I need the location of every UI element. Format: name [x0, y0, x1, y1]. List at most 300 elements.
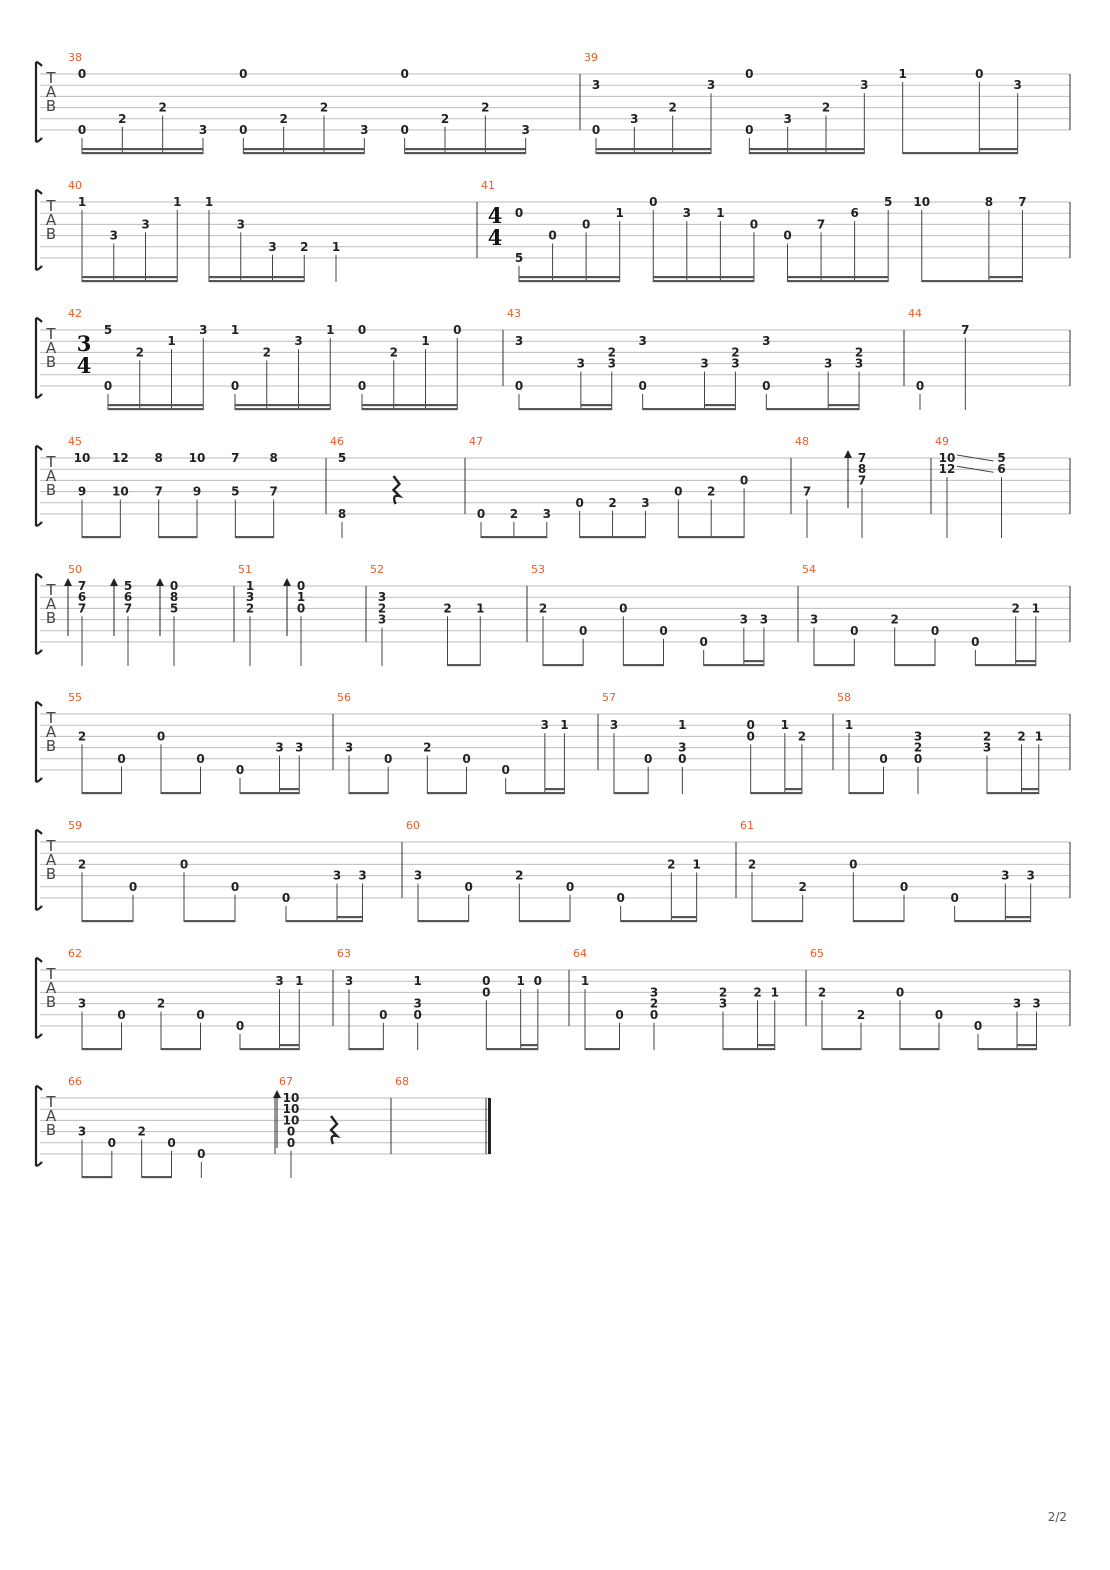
- fret-number: 6: [997, 462, 1006, 477]
- tab-clef-letter: B: [45, 737, 57, 755]
- fret-number: 1: [326, 323, 335, 337]
- beam: [286, 920, 363, 922]
- tab-clef-letter: A: [45, 339, 57, 357]
- tab-clef-letter: A: [45, 83, 57, 101]
- beam-secondary: [485, 148, 525, 150]
- fret-number: 1: [204, 195, 214, 209]
- fret-number: 2: [1017, 729, 1026, 744]
- measure-number: 54: [802, 563, 816, 576]
- fret-number: 5: [514, 251, 524, 265]
- fret-number: 5: [103, 323, 113, 337]
- beam-secondary: [1022, 788, 1039, 790]
- beam-secondary: [122, 148, 162, 150]
- fret-number: 0: [578, 623, 588, 638]
- measure-number: 43: [507, 307, 521, 320]
- fret-number: 1: [516, 974, 525, 989]
- beam: [82, 1048, 122, 1050]
- beam-secondary: [788, 276, 822, 278]
- fret-number: 1: [692, 857, 701, 872]
- fret-number: 3: [514, 334, 524, 349]
- tab-clef-letter: T: [46, 965, 56, 983]
- tab-clef-letter: B: [45, 609, 57, 627]
- tab-clef-letter: B: [45, 97, 57, 115]
- fret-number: 3: [1032, 996, 1041, 1011]
- tab-clef-letter: T: [46, 69, 56, 87]
- fret-number: 0: [286, 1135, 296, 1150]
- fret-number: 5: [123, 579, 133, 593]
- fret-number: 2: [118, 111, 127, 126]
- fret-number: 0: [913, 751, 923, 766]
- fret-number: 3: [706, 78, 716, 93]
- fret-number: 1: [844, 718, 854, 733]
- tab-clef-letter: A: [45, 467, 57, 485]
- fret-number: 0: [746, 729, 755, 744]
- fret-number: 3: [739, 612, 749, 627]
- fret-number: 3: [1012, 996, 1022, 1011]
- fret-number: 2: [649, 996, 659, 1011]
- fret-number: 1: [560, 718, 569, 733]
- fret-number: 0: [975, 67, 984, 81]
- beam: [418, 920, 469, 922]
- fret-number: 0: [762, 379, 771, 393]
- beam: [788, 280, 889, 282]
- beam: [82, 920, 133, 922]
- beam: [82, 536, 120, 538]
- fret-number: 0: [128, 879, 138, 894]
- beam-secondary: [362, 404, 394, 406]
- fret-number: 3: [245, 590, 255, 605]
- fret-number: 0: [619, 601, 628, 616]
- fret-number: 0: [950, 891, 959, 905]
- fret-number: 3: [913, 729, 923, 744]
- beam-secondary: [687, 276, 721, 278]
- fret-number: 12: [938, 462, 956, 477]
- beam: [159, 536, 197, 538]
- beam: [82, 1176, 112, 1178]
- fret-number: 3: [413, 996, 422, 1011]
- beam: [235, 408, 330, 410]
- measure-number: 52: [370, 563, 384, 576]
- beam: [749, 152, 864, 154]
- tab-clef-letter: B: [45, 1121, 57, 1139]
- fret-number: 0: [357, 323, 367, 337]
- beam-secondary: [163, 148, 203, 150]
- beam-secondary: [146, 276, 178, 278]
- fret-number: 7: [802, 484, 812, 499]
- beam: [955, 920, 1031, 922]
- fret-number: 8: [169, 590, 179, 605]
- fret-number: 3: [377, 590, 387, 605]
- fret-number: 0: [971, 635, 980, 649]
- beam-secondary: [445, 148, 485, 150]
- fret-number: 2: [245, 601, 255, 616]
- fret-number: 3: [521, 123, 530, 137]
- beam: [678, 536, 744, 538]
- fret-number: 2: [1011, 601, 1020, 616]
- fret-number: 2: [377, 601, 387, 616]
- beam-secondary: [705, 404, 736, 406]
- beam-secondary: [337, 916, 363, 918]
- fret-number: 8: [337, 507, 347, 521]
- time-signature-bottom: 4: [487, 225, 503, 250]
- beam: [580, 536, 646, 538]
- fret-number: 2: [608, 495, 617, 510]
- fret-number: 2: [856, 1007, 866, 1022]
- beam-secondary: [821, 276, 855, 278]
- fret-number: 2: [798, 879, 807, 894]
- fret-number: 2: [797, 729, 807, 744]
- fret-number: 2: [481, 100, 490, 115]
- tab-clef-letter: B: [45, 993, 57, 1011]
- beam: [614, 792, 648, 794]
- fret-number: 0: [453, 323, 462, 337]
- fret-number: 0: [464, 879, 473, 894]
- fret-number: 0: [196, 1007, 205, 1022]
- fret-number: 1: [770, 985, 779, 1000]
- beam-secondary: [243, 148, 283, 150]
- beam-secondary: [426, 404, 458, 406]
- fret-number: 0: [77, 67, 87, 81]
- measure-number: 49: [935, 435, 949, 448]
- beam-secondary: [749, 148, 787, 150]
- fret-number: 2: [753, 985, 762, 1000]
- beam-secondary: [267, 404, 299, 406]
- measure-number: 62: [68, 947, 82, 960]
- fret-number: 0: [413, 1007, 422, 1022]
- fret-number: 3: [700, 356, 709, 371]
- fret-number: 2: [731, 345, 740, 360]
- beam: [362, 408, 457, 410]
- beam: [822, 1048, 861, 1050]
- fret-number: 8: [269, 451, 278, 465]
- beam-secondary: [545, 788, 565, 790]
- beam-secondary: [744, 660, 764, 662]
- fret-number: 3: [377, 612, 387, 627]
- fret-number: 1: [421, 334, 430, 349]
- fret-number: 3: [607, 356, 616, 371]
- measure-number: 56: [337, 691, 351, 704]
- beam: [82, 152, 203, 154]
- beam-secondary: [828, 404, 859, 406]
- beam-secondary: [1017, 1044, 1037, 1046]
- beam: [653, 280, 754, 282]
- fret-number: 0: [638, 379, 647, 393]
- fret-number: 5: [169, 601, 179, 616]
- beam-secondary: [758, 1044, 775, 1046]
- fret-number: 10: [282, 1113, 300, 1128]
- beam: [900, 1048, 939, 1050]
- beam-secondary: [553, 276, 587, 278]
- fret-number: 10: [282, 1091, 300, 1105]
- fret-number: 0: [286, 1124, 296, 1139]
- fret-number: 0: [77, 123, 87, 137]
- beam: [621, 920, 697, 922]
- fret-number: 1: [476, 601, 485, 616]
- fret-number: 3: [413, 868, 423, 883]
- measure-number: 65: [810, 947, 824, 960]
- fret-number: 0: [849, 857, 858, 872]
- beam: [161, 1048, 201, 1050]
- tab-clef-letter: A: [45, 211, 57, 229]
- measure-number: 39: [584, 51, 598, 64]
- measure-number: 67: [279, 1075, 293, 1088]
- fret-number: 3: [268, 239, 277, 254]
- fret-number: 3: [762, 334, 771, 349]
- fret-number: 1: [780, 718, 790, 733]
- fret-number: 6: [77, 590, 87, 605]
- beam: [243, 152, 364, 154]
- tab-clef-letter: T: [46, 581, 56, 599]
- fret-number: 2: [77, 729, 87, 744]
- beam: [543, 664, 583, 666]
- beam-secondary: [521, 1044, 538, 1046]
- fret-number: 3: [630, 111, 639, 126]
- fret-number: 0: [107, 1135, 117, 1150]
- fret-number: 0: [659, 623, 668, 638]
- fret-number: 1: [898, 67, 907, 81]
- beam-secondary: [324, 148, 364, 150]
- beam-secondary: [653, 276, 687, 278]
- fret-number: 3: [860, 78, 869, 93]
- fret-number: 3: [649, 985, 659, 1000]
- tab-clef-letter: T: [46, 837, 56, 855]
- beam-secondary: [209, 276, 241, 278]
- fret-number: 2: [137, 1124, 146, 1139]
- fret-number: 7: [231, 451, 240, 465]
- fret-number: 0: [749, 217, 759, 232]
- fret-number: 0: [239, 123, 248, 137]
- beam: [448, 664, 481, 666]
- fret-number: 3: [1026, 868, 1035, 883]
- tab-clef-letter: B: [45, 865, 57, 883]
- tab-clef-letter: T: [46, 453, 56, 471]
- beam-secondary: [108, 404, 140, 406]
- fret-number: 0: [895, 985, 905, 1000]
- beam: [849, 792, 884, 794]
- measure-number: 46: [330, 435, 344, 448]
- fret-number: 2: [319, 100, 329, 115]
- fret-number: 0: [476, 507, 486, 521]
- fret-number: 0: [674, 484, 683, 499]
- measure-number: 58: [837, 691, 851, 704]
- fret-number: 0: [879, 751, 888, 766]
- time-signature-bottom: 4: [76, 353, 92, 378]
- beam: [922, 280, 1023, 282]
- beam-secondary: [284, 148, 324, 150]
- beam: [519, 920, 570, 922]
- fret-number: 1: [1034, 729, 1043, 744]
- fret-number: 2: [443, 601, 452, 616]
- beam: [235, 536, 273, 538]
- fret-number: 5: [997, 451, 1006, 465]
- fret-number: 0: [533, 974, 543, 989]
- beam-secondary: [1016, 660, 1036, 662]
- beam: [161, 792, 201, 794]
- beam-secondary: [586, 276, 620, 278]
- fret-number: 3: [591, 78, 601, 93]
- beam-secondary: [989, 276, 1023, 278]
- beam-secondary: [1005, 916, 1030, 918]
- measure-number: 66: [68, 1075, 82, 1088]
- fret-number: 2: [509, 507, 519, 521]
- fret-number: 1: [1031, 601, 1041, 616]
- fret-number: 3: [295, 740, 304, 755]
- fret-number: 10: [73, 451, 91, 465]
- fret-number: 0: [745, 67, 754, 81]
- beam-secondary: [172, 404, 204, 406]
- fret-number: 7: [154, 484, 163, 499]
- fret-number: 9: [77, 484, 87, 499]
- beam: [349, 1048, 383, 1050]
- fret-number: 1: [615, 206, 624, 221]
- beam: [585, 1048, 620, 1050]
- measure-number: 50: [68, 563, 82, 576]
- fret-number: 2: [156, 996, 166, 1011]
- tab-clef-letter: B: [45, 225, 57, 243]
- beam: [903, 152, 1018, 154]
- beam-secondary: [855, 276, 889, 278]
- fret-number: 0: [934, 1007, 944, 1022]
- fret-number: 3: [344, 740, 354, 755]
- fret-number: 2: [854, 345, 864, 360]
- measure-number: 51: [238, 563, 252, 576]
- fret-number: 1: [295, 974, 304, 989]
- fret-number: 3: [638, 334, 647, 349]
- measure-number: 44: [908, 307, 922, 320]
- fret-number: 10: [111, 484, 129, 499]
- beam-secondary: [241, 276, 273, 278]
- tab-clef-letter: T: [46, 1093, 56, 1111]
- fret-number: 3: [77, 1124, 87, 1139]
- fret-number: 3: [360, 123, 369, 137]
- fret-number: 12: [111, 451, 129, 465]
- beam-secondary: [280, 1044, 300, 1046]
- fret-number: 7: [857, 473, 867, 488]
- beam-secondary: [82, 148, 122, 150]
- fret-number: 0: [649, 1007, 659, 1022]
- fret-number: 2: [707, 484, 716, 499]
- fret-number: 9: [192, 484, 202, 499]
- fret-number: 0: [739, 473, 749, 488]
- fret-number: 0: [973, 1019, 983, 1033]
- beam-secondary: [788, 148, 826, 150]
- fret-number: 3: [1001, 868, 1010, 883]
- fret-number: 2: [135, 345, 144, 360]
- fret-number: 0: [296, 579, 306, 593]
- fret-number: 0: [400, 123, 409, 137]
- fret-number: 0: [899, 879, 909, 894]
- fret-number: 0: [615, 1007, 624, 1022]
- fret-number: 3: [199, 323, 208, 337]
- fret-number: 3: [854, 356, 864, 371]
- beam: [814, 664, 854, 666]
- beam: [209, 280, 304, 282]
- measure-number: 38: [68, 51, 82, 64]
- fret-number: 3: [294, 334, 303, 349]
- tab-clef-letter: A: [45, 595, 57, 613]
- fret-number: 0: [196, 751, 205, 766]
- fret-number: 7: [77, 579, 87, 593]
- fret-number: 3: [198, 123, 208, 137]
- beam: [766, 408, 859, 410]
- beam-secondary: [671, 916, 696, 918]
- fret-number: 0: [591, 123, 601, 137]
- fret-number: 0: [383, 751, 393, 766]
- tab-clef-letter: T: [46, 709, 56, 727]
- fret-number: 3: [275, 740, 284, 755]
- fret-number: 2: [77, 857, 87, 872]
- beam: [405, 152, 526, 154]
- measure-number: 40: [68, 179, 82, 192]
- beam-secondary: [299, 404, 331, 406]
- fret-number: 10: [913, 195, 931, 209]
- fret-number: 0: [514, 379, 524, 393]
- fret-number: 0: [379, 1007, 388, 1022]
- fret-number: 0: [575, 495, 584, 510]
- fret-number: 0: [230, 879, 240, 894]
- fret-number: 5: [231, 484, 240, 499]
- beam: [975, 664, 1035, 666]
- beam: [481, 536, 547, 538]
- fret-number: 1: [230, 323, 240, 337]
- fret-number: 3: [641, 495, 650, 510]
- strum-arrow-head: [273, 1090, 281, 1098]
- tab-clef-letter: A: [45, 851, 57, 869]
- beam-secondary: [785, 788, 802, 790]
- beam-secondary: [634, 148, 672, 150]
- beam: [643, 408, 736, 410]
- fret-number: 1: [296, 590, 306, 605]
- beam: [853, 920, 904, 922]
- fret-number: 0: [482, 974, 491, 989]
- fret-number: 5: [884, 195, 893, 209]
- fret-number: 0: [482, 985, 491, 1000]
- fret-number: 3: [759, 612, 769, 627]
- fret-number: 0: [197, 1147, 206, 1161]
- fret-number: 10: [282, 1102, 300, 1117]
- fret-number: 1: [716, 206, 725, 221]
- measure-number: 68: [395, 1075, 409, 1088]
- beam: [723, 1048, 775, 1050]
- fret-number: 3: [576, 356, 586, 371]
- fret-number: 2: [982, 729, 992, 744]
- beam: [751, 792, 802, 794]
- measure-number: 41: [481, 179, 495, 192]
- fret-number: 3: [542, 507, 551, 521]
- fret-number: 3: [982, 740, 992, 755]
- fret-number: 0: [514, 206, 524, 221]
- fret-number: 0: [930, 623, 940, 638]
- fret-number: 3: [141, 217, 150, 232]
- fret-number: 7: [269, 484, 278, 499]
- beam: [82, 280, 177, 282]
- fret-number: 3: [540, 718, 550, 733]
- fret-number: 0: [167, 1135, 176, 1150]
- fret-number: 1: [580, 974, 590, 989]
- measure-number: 42: [68, 307, 82, 320]
- beam: [596, 152, 711, 154]
- beam-secondary: [235, 404, 267, 406]
- fret-number: 2: [890, 612, 899, 627]
- measure-number: 60: [406, 819, 420, 832]
- fret-number: 3: [344, 974, 354, 989]
- strum-arrow-head: [110, 578, 118, 586]
- fret-number: 0: [746, 718, 755, 733]
- tab-clef-letter: B: [45, 353, 57, 371]
- fret-number: 2: [389, 345, 398, 360]
- fret-number: 3: [609, 718, 619, 733]
- beam-secondary: [280, 788, 300, 790]
